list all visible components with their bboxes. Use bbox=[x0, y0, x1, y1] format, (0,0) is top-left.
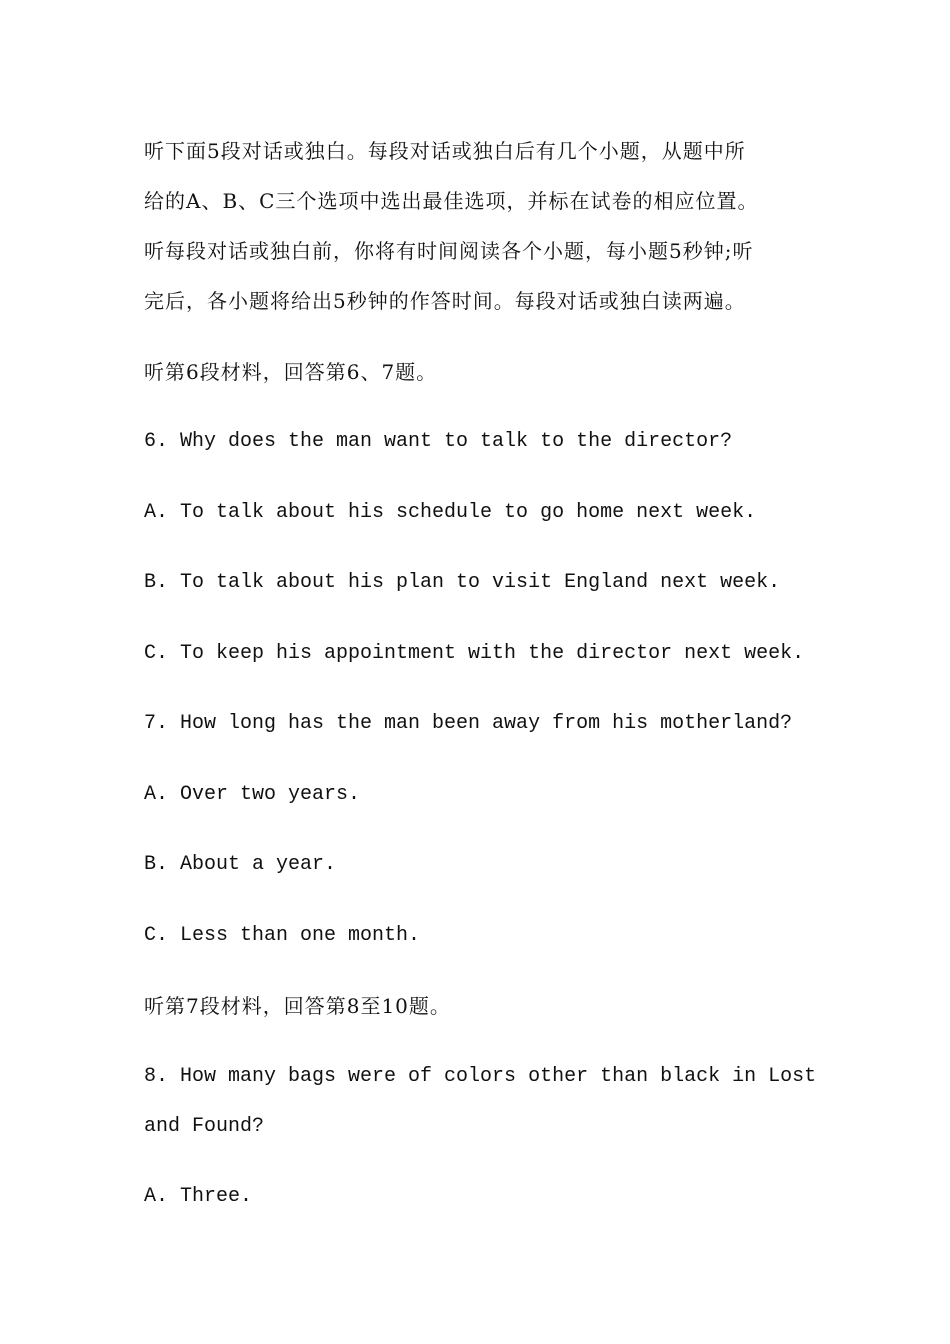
question-6-option-a: A. To talk about his schedule to go home next week. bbox=[144, 501, 757, 524]
instructions-line-1: 听下面5段对话或独白。每段对话或独白后有几个小题，从题中所 bbox=[144, 139, 746, 163]
section-7-heading: 听第7段材料，回答第8至10题。 bbox=[144, 994, 451, 1018]
question-7-option-a: A. Over two years. bbox=[144, 783, 361, 806]
question-6-option-c: C. To keep his appointment with the director next week. bbox=[144, 642, 805, 665]
question-6: 6. Why does the man want to talk to the director? bbox=[144, 430, 733, 453]
question-7-option-b: B. About a year. bbox=[144, 853, 337, 876]
section-6-heading: 听第6段材料，回答第6、7题。 bbox=[144, 360, 438, 384]
question-8-line-2: and Found? bbox=[144, 1115, 265, 1138]
instructions-line-2: 给的A、B、C三个选项中选出最佳选项，并标在试卷的相应位置。 bbox=[144, 189, 759, 213]
question-6-option-b: B. To talk about his plan to visit England next week. bbox=[144, 571, 781, 594]
question-7-option-c: C. Less than one month. bbox=[144, 924, 421, 947]
question-8-option-a: A. Three. bbox=[144, 1185, 253, 1208]
instructions-line-4: 完后，各小题将给出5秒钟的作答时间。每段对话或独白读两遍。 bbox=[144, 289, 746, 313]
instructions-line-3: 听每段对话或独白前，你将有时间阅读各个小题，每小题5秒钟;听 bbox=[144, 239, 754, 263]
question-7: 7. How long has the man been away from his motherland? bbox=[144, 712, 793, 735]
question-8-line-1: 8. How many bags were of colors other than black in Lost bbox=[144, 1065, 817, 1088]
